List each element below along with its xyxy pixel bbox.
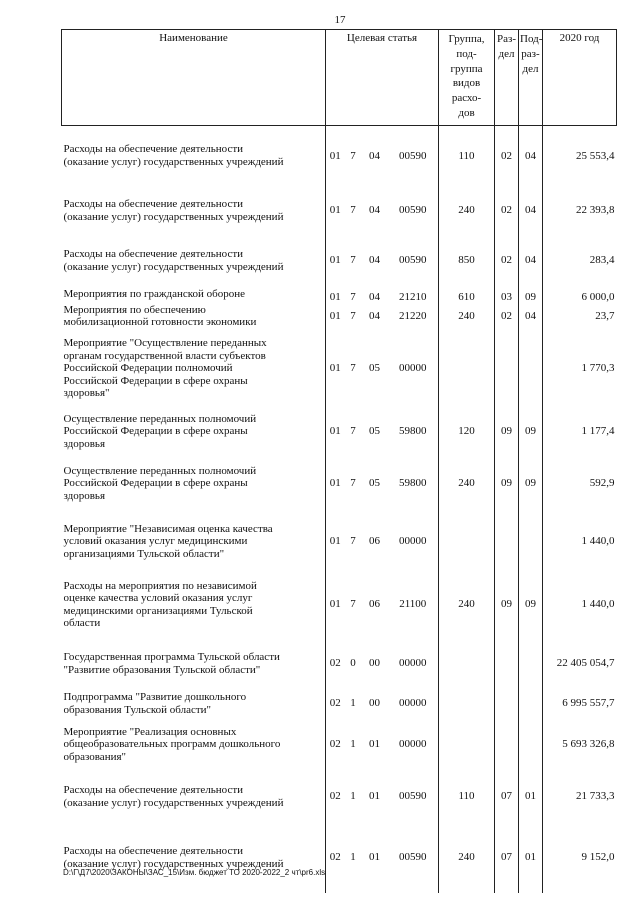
section bbox=[495, 689, 519, 719]
target-code-event: 06 bbox=[369, 598, 380, 611]
table-row bbox=[62, 571, 617, 639]
subsection: 09 bbox=[519, 455, 543, 513]
section: 09 bbox=[495, 455, 519, 513]
target-code-event: 00 bbox=[369, 697, 380, 710]
row-name-line: Российской Федерации полномочий bbox=[63, 362, 233, 375]
target-code-program: 02 bbox=[326, 689, 345, 719]
row-name-line: Осуществление переданных полномочий bbox=[63, 464, 257, 477]
target-code-subprogram: 1 bbox=[350, 851, 356, 864]
target-code-event: 04 bbox=[369, 204, 380, 217]
target-code-direction: 00590 bbox=[399, 790, 427, 803]
target-code-event: 05 bbox=[369, 477, 380, 490]
header-line: расхо- bbox=[451, 92, 482, 105]
table-row bbox=[62, 771, 617, 823]
expense-group: 110 bbox=[439, 771, 495, 823]
row-name bbox=[62, 236, 326, 286]
target-code-subprogram: 0 bbox=[350, 657, 356, 670]
amount-2020: 5 693 326,8 bbox=[543, 719, 617, 771]
table-header-row bbox=[62, 30, 617, 126]
section: 02 bbox=[495, 126, 519, 186]
target-code-event: 06 bbox=[369, 535, 380, 548]
target-code-direction: 00590 bbox=[399, 851, 427, 864]
target-code-direction: 59800 bbox=[399, 425, 427, 438]
target-code-program: 01 bbox=[326, 304, 345, 329]
row-name-line: Мероприятия по обеспечению bbox=[63, 303, 206, 316]
subsection: 09 bbox=[519, 286, 543, 304]
header-year: 2020 год bbox=[543, 30, 617, 126]
row-name-line: "Развитие образования Тульской области" bbox=[63, 663, 261, 676]
target-code-event: 01 bbox=[369, 738, 380, 751]
row-name-line: организациями Тульской области" bbox=[63, 547, 225, 560]
row-name-line: Российской Федерации в сфере охраны bbox=[63, 425, 248, 438]
subsection: 01 bbox=[519, 771, 543, 823]
row-name bbox=[62, 329, 326, 409]
row-name-line: Расходы на обеспечение деятельности bbox=[63, 248, 244, 260]
target-code-program: 01 bbox=[326, 571, 345, 639]
row-name-line: здоровья bbox=[63, 489, 106, 502]
target-code-program: 01 bbox=[326, 186, 345, 236]
row-name-line: оценке качества условий оказания услуг bbox=[63, 592, 253, 604]
target-code-direction: 00000 bbox=[399, 657, 427, 670]
header-section bbox=[495, 30, 519, 126]
section: 09 bbox=[495, 571, 519, 639]
header-line: видов bbox=[452, 77, 481, 90]
target-code-program: 01 bbox=[326, 513, 345, 571]
amount-2020: 1 440,0 bbox=[543, 513, 617, 571]
expense-group: 110 bbox=[439, 126, 495, 186]
target-code-program: 02 bbox=[326, 823, 345, 893]
amount-2020: 9 152,0 bbox=[543, 823, 617, 893]
amount-2020: 283,4 bbox=[543, 236, 617, 286]
row-name-line: Мероприятие "Осуществление переданных bbox=[63, 337, 267, 350]
amount-2020: 592,9 bbox=[543, 455, 617, 513]
row-name bbox=[62, 689, 326, 719]
row-name bbox=[62, 639, 326, 689]
row-name-line: Расходы на мероприятия по независимой bbox=[63, 579, 257, 592]
row-name-line: условий оказания услуг медицинскими bbox=[63, 535, 248, 548]
row-name bbox=[62, 286, 326, 304]
target-code-subprogram: 1 bbox=[350, 738, 356, 751]
header-line: дел bbox=[498, 47, 515, 60]
subsection bbox=[519, 719, 543, 771]
row-name-line: органам государственной власти субъектов bbox=[63, 349, 266, 362]
target-code-subprogram: 1 bbox=[350, 697, 356, 710]
target-code-direction: 59800 bbox=[399, 477, 427, 490]
subsection: 04 bbox=[519, 304, 543, 329]
table-row bbox=[62, 304, 617, 329]
table-row bbox=[62, 126, 617, 186]
row-name-line: Расходы на обеспечение деятельности bbox=[63, 845, 244, 857]
target-code-subprogram: 7 bbox=[350, 598, 356, 611]
row-name-line: Мероприятие "Реализация основных bbox=[63, 725, 237, 738]
target-code-program: 01 bbox=[326, 409, 345, 455]
target-code-program: 02 bbox=[326, 771, 345, 823]
row-name-line: образования Тульской области" bbox=[63, 703, 212, 716]
row-name-line: (оказание услуг) государственных учреждений bbox=[63, 155, 284, 168]
row-name-line: Мероприятия по гражданской обороне bbox=[63, 288, 246, 301]
target-code-program: 01 bbox=[326, 126, 345, 186]
table-body bbox=[62, 126, 617, 893]
target-code-program: 02 bbox=[326, 639, 345, 689]
table-row bbox=[62, 719, 617, 771]
row-name-line: (оказание услуг) государственных учреждений bbox=[63, 857, 284, 870]
table-row bbox=[62, 513, 617, 571]
target-code-program: 01 bbox=[326, 329, 345, 409]
header-target-article: Целевая статья bbox=[326, 30, 439, 126]
target-code-direction: 00000 bbox=[399, 738, 427, 751]
expense-group bbox=[439, 513, 495, 571]
row-name-line: (оказание услуг) государственных учреждений bbox=[63, 210, 284, 223]
row-name-line: Мероприятие "Независимая оценка качества bbox=[63, 522, 273, 535]
header-subsection bbox=[519, 30, 543, 126]
file-path-footer: D:\Г\Д7\2020\ЗАКОНЫ\ЗАС_15\Изм. бюджет ТО 2020-2022_2 чт\pr6.xls bbox=[63, 868, 326, 877]
table-row bbox=[62, 236, 617, 286]
target-code-subprogram: 7 bbox=[350, 477, 356, 490]
target-code-direction: 00590 bbox=[399, 254, 427, 267]
target-code-direction: 00590 bbox=[399, 149, 427, 162]
target-code-event: 05 bbox=[369, 425, 380, 438]
header-name: Наименование bbox=[62, 30, 326, 126]
budget-table bbox=[61, 29, 617, 893]
expense-group: 850 bbox=[439, 236, 495, 286]
expense-group: 240 bbox=[439, 304, 495, 329]
target-code-event: 01 bbox=[369, 790, 380, 803]
subsection bbox=[519, 329, 543, 409]
header-line: Раз- bbox=[496, 33, 516, 45]
section: 07 bbox=[495, 771, 519, 823]
subsection bbox=[519, 639, 543, 689]
section: 09 bbox=[495, 409, 519, 455]
target-code-event: 04 bbox=[369, 291, 380, 303]
row-name bbox=[62, 719, 326, 771]
row-name-line: Осуществление переданных полномочий bbox=[63, 412, 257, 425]
target-code-event: 04 bbox=[369, 149, 380, 162]
expense-group: 240 bbox=[439, 823, 495, 893]
row-name-line: Расходы на обеспечение деятельности bbox=[63, 198, 244, 210]
amount-2020: 22 393,8 bbox=[543, 186, 617, 236]
section bbox=[495, 639, 519, 689]
target-code-direction: 00000 bbox=[399, 362, 427, 375]
amount-2020: 22 405 054,7 bbox=[543, 639, 617, 689]
section: 02 bbox=[495, 186, 519, 236]
row-name-line: Российской Федерации в сфере охраны bbox=[63, 477, 248, 490]
table-row bbox=[62, 639, 617, 689]
row-name bbox=[62, 304, 326, 329]
row-name-line: Расходы на обеспечение деятельности bbox=[63, 143, 244, 156]
amount-2020: 1 440,0 bbox=[543, 571, 617, 639]
amount-2020: 6 995 557,7 bbox=[543, 689, 617, 719]
header-line: Группа, bbox=[448, 33, 485, 45]
expense-group bbox=[439, 719, 495, 771]
expense-group: 240 bbox=[439, 455, 495, 513]
subsection: 04 bbox=[519, 186, 543, 236]
target-code-subprogram: 7 bbox=[350, 309, 356, 322]
row-name bbox=[62, 455, 326, 513]
header-line: дов bbox=[458, 106, 475, 119]
target-code-event: 05 bbox=[369, 362, 380, 375]
page-number: 17 bbox=[334, 14, 346, 26]
subsection: 04 bbox=[519, 126, 543, 186]
header-line: группа bbox=[450, 62, 483, 75]
row-name bbox=[62, 513, 326, 571]
target-code-event: 04 bbox=[369, 254, 380, 267]
target-code-direction: 00590 bbox=[399, 204, 427, 217]
row-name-line: медицинскими организациями Тульской bbox=[63, 604, 253, 617]
section bbox=[495, 329, 519, 409]
subsection: 01 bbox=[519, 823, 543, 893]
target-code-subprogram: 7 bbox=[350, 362, 356, 375]
target-code-event: 01 bbox=[369, 851, 380, 864]
target-code-direction: 00000 bbox=[399, 697, 427, 710]
target-code-program: 01 bbox=[326, 286, 345, 304]
amount-2020: 6 000,0 bbox=[543, 286, 617, 304]
header-expense-group bbox=[439, 30, 495, 126]
header-line: дел bbox=[522, 62, 539, 75]
target-code-program: 01 bbox=[326, 236, 345, 286]
section: 03 bbox=[495, 286, 519, 304]
row-name bbox=[62, 771, 326, 823]
target-code-subprogram: 7 bbox=[350, 149, 356, 162]
row-name bbox=[62, 126, 326, 186]
section bbox=[495, 513, 519, 571]
target-code-event: 00 bbox=[369, 657, 380, 670]
subsection: 09 bbox=[519, 571, 543, 639]
target-code-subprogram: 7 bbox=[350, 291, 356, 303]
subsection bbox=[519, 513, 543, 571]
target-code-subprogram: 1 bbox=[350, 790, 356, 803]
expense-group: 240 bbox=[439, 571, 495, 639]
subsection: 04 bbox=[519, 236, 543, 286]
expense-group: 610 bbox=[439, 286, 495, 304]
target-code-program: 01 bbox=[326, 455, 345, 513]
row-name-line: Подпрограмма "Развитие дошкольного bbox=[63, 691, 247, 703]
subsection: 09 bbox=[519, 409, 543, 455]
row-name-line: (оказание услуг) государственных учреждений bbox=[63, 796, 284, 809]
amount-2020: 1 770,3 bbox=[543, 329, 617, 409]
amount-2020: 25 553,4 bbox=[543, 126, 617, 186]
table-row bbox=[62, 455, 617, 513]
target-code-subprogram: 7 bbox=[350, 425, 356, 438]
target-code-direction: 00000 bbox=[399, 535, 427, 548]
section: 07 bbox=[495, 823, 519, 893]
expense-group: 240 bbox=[439, 186, 495, 236]
expense-group bbox=[439, 329, 495, 409]
target-code-direction: 21220 bbox=[399, 309, 427, 322]
amount-2020: 21 733,3 bbox=[543, 771, 617, 823]
target-code-event: 04 bbox=[369, 309, 380, 322]
amount-2020: 1 177,4 bbox=[543, 409, 617, 455]
target-code-direction: 21100 bbox=[399, 598, 427, 611]
row-name-line: общеобразовательных программ дошкольного bbox=[63, 738, 281, 751]
subsection bbox=[519, 689, 543, 719]
row-name-line: образования" bbox=[63, 750, 127, 763]
section bbox=[495, 719, 519, 771]
amount-2020: 23,7 bbox=[543, 304, 617, 329]
table-row bbox=[62, 286, 617, 304]
row-name-line: здоровья" bbox=[63, 387, 110, 400]
table-row bbox=[62, 186, 617, 236]
target-code-direction: 21210 bbox=[399, 291, 427, 303]
row-name-line: Российской Федерации в сфере охраны bbox=[63, 374, 248, 387]
row-name bbox=[62, 571, 326, 639]
header-line: под- bbox=[456, 47, 477, 60]
row-name-line: здоровья bbox=[63, 437, 106, 450]
target-code-subprogram: 7 bbox=[350, 254, 356, 267]
expense-group: 120 bbox=[439, 409, 495, 455]
table-row bbox=[62, 823, 617, 893]
table-row bbox=[62, 409, 617, 455]
row-name bbox=[62, 409, 326, 455]
row-name-line: Расходы на обеспечение деятельности bbox=[63, 784, 244, 796]
row-name-line: Государственная программа Тульской области bbox=[63, 651, 280, 663]
table-row bbox=[62, 689, 617, 719]
row-name bbox=[62, 823, 326, 893]
header-line: раз- bbox=[521, 47, 540, 60]
table-row bbox=[62, 329, 617, 409]
section: 02 bbox=[495, 304, 519, 329]
target-code-subprogram: 7 bbox=[350, 204, 356, 217]
row-name-line: (оказание услуг) государственных учреждений bbox=[63, 260, 284, 273]
expense-group bbox=[439, 689, 495, 719]
target-code-program: 02 bbox=[326, 719, 345, 771]
target-code-subprogram: 7 bbox=[350, 535, 356, 548]
expense-group bbox=[439, 639, 495, 689]
row-name bbox=[62, 186, 326, 236]
section: 02 bbox=[495, 236, 519, 286]
row-name-line: области bbox=[63, 617, 101, 629]
row-name-line: мобилизационной готовности экономики bbox=[63, 316, 257, 328]
header-line: Под- bbox=[520, 33, 543, 45]
